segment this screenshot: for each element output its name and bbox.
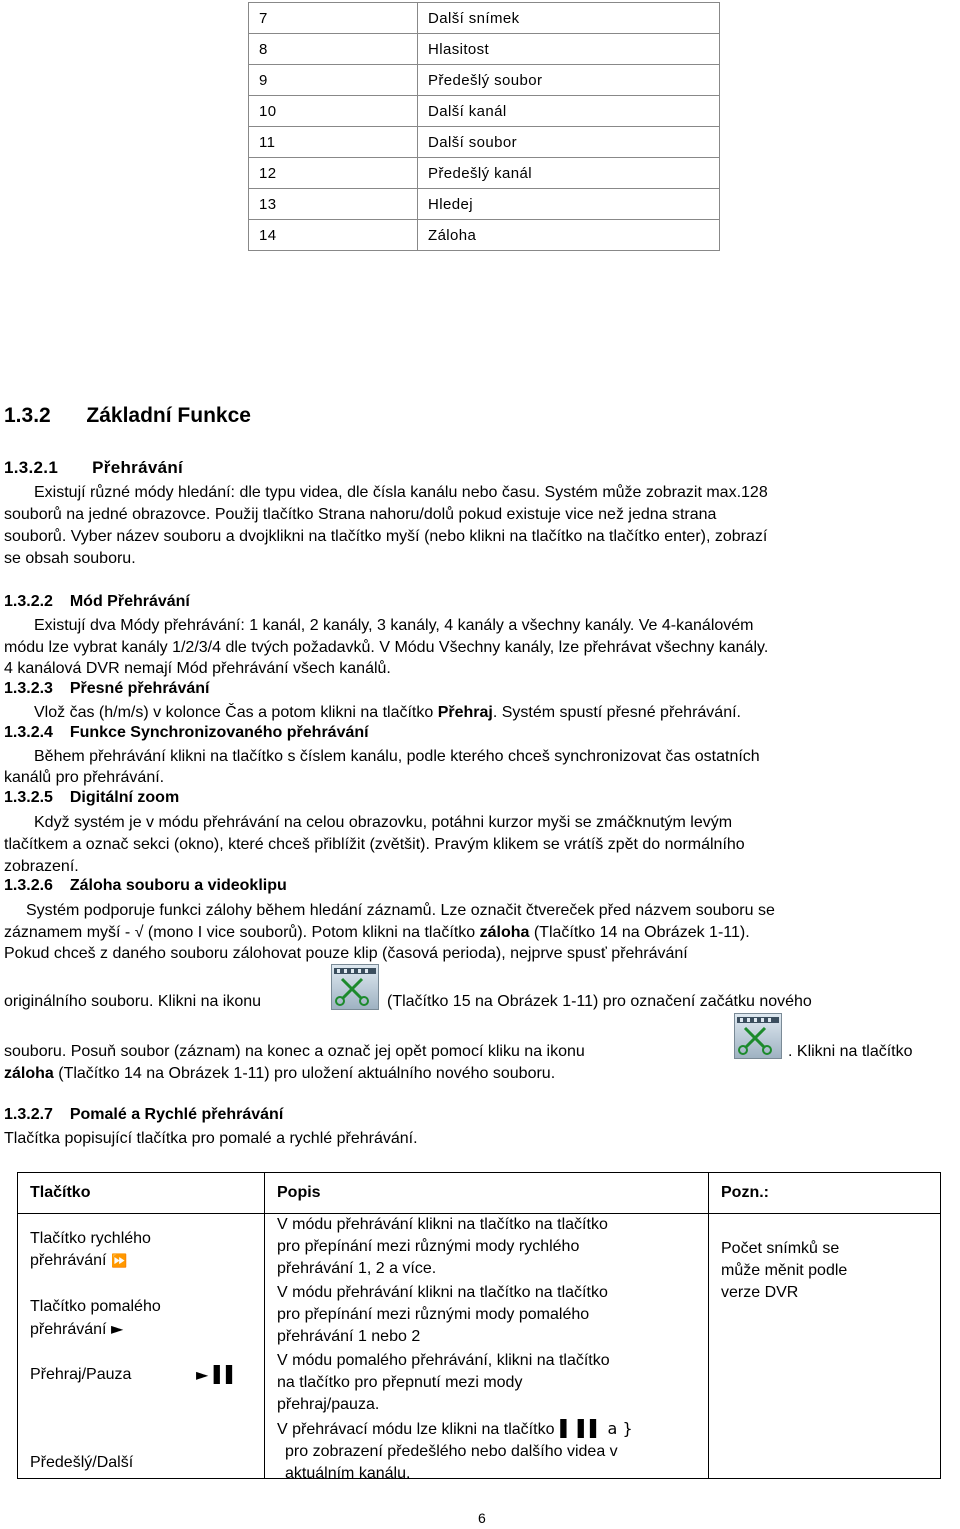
button-number: 11 [249,127,418,158]
subsection-number: 1.3.2.5 [4,789,53,806]
paragraph-line: Když systém je v módu přehrávání na celou obrazovku, potáhni kurzor myši se zmáčknutým levým [34,814,733,831]
button-cell [30,1296,161,1341]
paragraph-line: originálního souboru. Klikni na ikonu [4,993,262,1010]
description-line: aktuálním kanálu. [285,1465,411,1482]
button-label: Hlasitost [418,34,720,65]
paragraph-line: zobrazení. [4,858,79,875]
paragraph-line: Během přehrávání klikni na tlačítko s číslem kanálu, podle kterého chceš synchronizovat čas ostatních [34,748,760,765]
subsection-heading-digital-zoom [4,789,179,807]
subsection-heading-sync-playback [4,724,369,742]
clip-scissors-icon-graphic [735,1014,781,1058]
subsection-number: 1.3.2.1 [4,458,59,477]
button-cell [30,1364,240,1386]
subsection-heading-backup [4,877,287,895]
subsection-heading-playback [4,458,183,478]
subsection-title: Pomalé a Rychlé přehrávání [69,1106,284,1123]
text-run: záznamem myší - √ (mono I vice souborů). Potom klikni na tlačítko [4,924,480,941]
button-number: 14 [249,220,418,251]
paragraph-line: Existují různé módy hledání: dle typu videa, dle čísla kanálu nebo času. Systém může zobrazit max.128 [34,484,768,501]
subsection-heading-slow-fast [4,1106,283,1124]
description-cell [277,1418,633,1485]
description-line: V módu přehrávání klikni na tlačítko na tlačítko [277,1216,608,1233]
paragraph-line: souboru. Posuň soubor (záznam) na konec a označ jej opět pomocí kliku na ikonu [4,1043,585,1060]
header-description: Popis [265,1173,709,1214]
paragraph-line [4,1063,555,1085]
note-line: verze DVR [721,1284,799,1301]
play-pause-icon: ► ▌▌ [196,1365,239,1384]
description-line: přehrávání 1, 2 a více. [277,1260,437,1277]
button-name: Přehraj/Pauza [30,1366,132,1383]
paragraph-line: Tlačítka popisující tlačítka pro pomalé a rychlé přehrávání. [4,1130,418,1147]
description-column [265,1214,709,1482]
note-cell [721,1238,847,1304]
subsection-number: 1.3.2.4 [4,724,53,741]
page-number: 6 [478,1510,486,1526]
header-button: Tlačítko [18,1173,265,1214]
paragraph-line: tlačítkem a označ sekci (okno), které chceš přiblížit (zvětšit). Pravým klikem se vrátíš zpět do normálního [4,836,745,853]
subsection-number: 1.3.2.7 [4,1106,53,1123]
button-number-table [248,2,720,251]
paragraph-line: Existují dva Módy přehrávání: 1 kanál, 2 kanály, 3 kanály, 4 kanály a všechny kanály. Ve 4-kanálovém [34,617,754,634]
button-label: Další snímek [418,3,720,34]
table-row [249,127,720,158]
table-row [249,34,720,65]
paragraph-line: módu lze vybrat kanály 1/2/3/4 dle tvých požadavků. V Módu Všechny kanály, lze přehrávat všechny kanály. [4,639,769,656]
play-button-ref: Přehraj [437,704,493,721]
description-cell [277,1214,608,1280]
note-line: Počet snímků se [721,1240,840,1257]
header-note: Pozn.: [709,1173,941,1214]
table-row [249,3,720,34]
button-name: přehrávání [30,1252,107,1269]
subsection-number: 1.3.2.6 [4,877,53,894]
button-label: Další kanál [418,96,720,127]
clip-scissors-icon[interactable] [734,1013,782,1059]
button-number: 13 [249,189,418,220]
button-number: 12 [249,158,418,189]
subsection-number: 1.3.2.3 [4,680,53,697]
backup-button-ref: záloha [4,1065,54,1082]
button-name: Tlačítko pomalého [30,1298,161,1315]
paragraph-line: (Tlačítko 15 na Obrázek 1-11) pro označení začátku nového [387,993,812,1010]
description-line: pro přepínání mezi různými mody pomalého [277,1306,590,1323]
section-number: 1.3.2 [4,404,51,427]
paragraph-line: souborů na jedné obrazovce. Použij tlačítko Strana nahoru/dolů pokud existuje vice než jedna strana [4,506,717,523]
button-label: Předešlý kanál [418,158,720,189]
subsection-title: Přehrávání [92,458,184,477]
button-number: 8 [249,34,418,65]
button-cell [30,1228,151,1273]
subsection-number: 1.3.2.2 [4,593,53,610]
slow-play-icon: ► [110,1319,124,1338]
description-line: V módu přehrávání klikni na tlačítko na tlačítko [277,1284,608,1301]
subsection-title: Záloha souboru a videoklipu [69,877,287,894]
subsection-title: Mód Přehrávání [69,593,190,610]
description-line: přehraj/pauza. [277,1396,380,1413]
button-column [18,1214,265,1479]
description-line: pro zobrazení předešlého nebo dalšího videa v [285,1443,618,1460]
note-line: může měnit podle [721,1262,848,1279]
text-run: Vlož čas (h/m/s) v kolonce Čas a potom klikni na tlačítko [34,704,438,721]
fast-forward-icon: ⏩ [110,1254,128,1269]
table-row [249,189,720,220]
table-row [249,65,720,96]
description-cell [277,1282,608,1348]
paragraph-line: Pokud chceš z daného souboru zálohovat pouze klip (časová perioda), nejprve spusť přehrávání [4,945,688,962]
button-label: Předešlý soubor [418,65,720,96]
button-number: 7 [249,3,418,34]
description-cell [277,1350,610,1416]
table-row [249,158,720,189]
button-label: Záloha [418,220,720,251]
table-row [249,96,720,127]
paragraph-line [4,922,750,944]
clip-scissors-icon[interactable] [331,964,379,1010]
subsection-title: Přesné přehrávání [69,680,210,697]
paragraph-line: se obsah souboru. [4,550,136,567]
paragraph-line [34,702,741,724]
text-run: . Systém spustí přesné přehrávání. [492,704,741,721]
subsection-heading-precise-playback [4,680,209,698]
table-row [249,220,720,251]
description-line: na tlačítko pro přepnutí mezi mody [277,1374,523,1391]
description-line: přehrávání 1 nebo 2 [277,1328,421,1345]
table-row [18,1214,941,1479]
paragraph-line: 4 kanálová DVR nemají Mód přehrávání všech kanálů. [4,660,391,677]
clip-scissors-icon-graphic [332,965,378,1009]
backup-button-ref: záloha [479,924,530,941]
button-name: Tlačítko rychlého [30,1230,151,1247]
description-line: pro přepínání mezi různými mody rychlého [277,1238,580,1255]
subsection-title: Digitální zoom [69,789,180,806]
table-header-row [18,1173,941,1214]
button-number: 10 [249,96,418,127]
description-line: V přehrávací módu lze klikni na tlačítko [277,1421,555,1438]
subsection-heading-playback-mode [4,593,190,611]
note-column [709,1214,941,1479]
subsection-title: Funkce Synchronizovaného přehrávání [69,724,369,741]
section-heading [4,404,251,428]
text-run: (Tlačítko 14 na Obrázek 1-11). [529,924,750,941]
button-number: 9 [249,65,418,96]
paragraph-line: . Klikni na tlačítko [788,1043,913,1060]
prev-next-icons: ▌ ▌▌ a } [560,1419,633,1438]
text-run: (Tlačítko 14 na Obrázek 1-11) pro uložení aktuálního nového souboru. [53,1065,556,1082]
button-cell: Předešlý/Další [30,1454,134,1471]
playback-buttons-table [17,1172,941,1482]
description-line: V módu pomalého přehrávání, klikni na tlačítko [277,1352,610,1369]
button-name: přehrávání [30,1321,107,1338]
button-label: Další soubor [418,127,720,158]
paragraph-line: Systém podporuje funkci zálohy během hledání záznamů. Lze označit čtvereček před názvem souboru se [26,902,775,919]
section-title: Základní Funkce [86,404,251,427]
button-label: Hledej [418,189,720,220]
paragraph-line: kanálů pro přehrávání. [4,769,165,786]
paragraph-line: souborů. Vyber název souboru a dvojklikni na tlačítko myší (nebo klikni na tlačítko na tlačítko enter), zobrazí [4,528,768,545]
